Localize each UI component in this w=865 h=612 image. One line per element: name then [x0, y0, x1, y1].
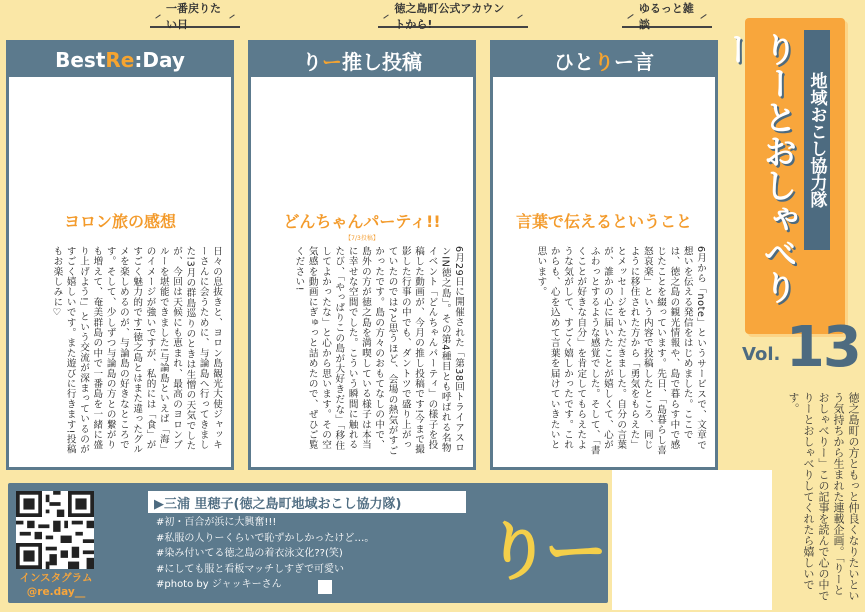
heading-text-rest: ー言 [614, 49, 654, 74]
instagram-label: インスタグラム [19, 572, 93, 584]
column-subtitle: ヨロン旅の感想 [63, 212, 176, 231]
hashtag-item: #にしても服と看板マッチしすぎで可愛い [156, 563, 344, 575]
instagram-qr-code[interactable] [16, 491, 94, 569]
vol-number: 13 [785, 315, 860, 380]
series-subtitle: 地域おこし協力隊 [804, 30, 830, 250]
column-body: 6月29日に開催された「第38回トライアスロンIN徳之島」。その第4種目とも呼ばれる名物イベント「どんちゃんパーティ」の様子を投稿した動画が、今月の推し投稿です!今まで撮影した行事の中でも、ダントツで盛り上がっていたのでは?と思うほど、会場の熱気がすごかったです。島の方々のおもてなしの中で、島外の方が徳之島を満喫している様子は本当に幸せな空間でした。こういう瞬間に触れるたび、「やっぱりこの島が大好きだな」「移住してよかったな」と心から思います。その空気感を動画にぎゅっと詰めたので、ぜひご覧ください! [293, 246, 464, 456]
big-ri-logo: りー [486, 516, 602, 590]
vol-text: Vol. [742, 344, 781, 365]
hashtag-item: #photo by ジャッキーさん [156, 579, 282, 590]
instagram-link[interactable] [12, 571, 100, 599]
heading-text-rest: 推し投稿 [342, 49, 422, 74]
column-heading [493, 43, 715, 77]
tag-casual-talk [622, 2, 712, 31]
hashtag-list [156, 515, 476, 593]
heading-text: Best [55, 48, 106, 72]
tag-text: 徳之島町公式アカウントから! [394, 2, 505, 31]
series-description: 徳之島町の方ともっと仲良くなりたいという気持ちから生まれた連載企画。「りーとおしゃべりー」この記事を読んで心の中でりーとおしゃべりしてくれたら嬉しいです。 [787, 392, 860, 601]
event-date-label: 【7/3投稿】 [345, 235, 379, 242]
column-best-reday [6, 40, 234, 470]
heading-highlight: り [594, 49, 614, 74]
heading-text: ひと [554, 49, 594, 74]
column-heading [9, 43, 231, 77]
photo-placeholder [612, 470, 772, 610]
column-subtitle: どんちゃんパーティ!! [283, 212, 441, 231]
instagram-handle: @re.day__ [26, 586, 86, 598]
tag-best-day [150, 2, 240, 31]
column-body: 日々の息抜きと、ヨロン島観光大使ジャッキーさんに会うために、与論島へ行ってきました!3月の群島巡りのときは生憎の天気でしたが、今回は天候にも恵まれ、最高のヨロンブルーを堪能できました!与論島といえば「海」のイメージが強いですが、私的には「食」がすごく魅力的です!徳之島とはまた違ったグルメを楽しめるのが、与論島の好きなところです。そして、少しずつ与論島の方との繋がりも増えて、奄美群島の中で一番島を一緒に盛り上げよう!」という交流が深まっているのがすごく嬉しいです。また遊びに行きます!投稿もお楽しみに♡ [51, 246, 222, 455]
heading-highlight: ー [322, 49, 342, 74]
profile-panel [8, 483, 608, 603]
series-title-box [715, 18, 845, 334]
heading-text: り [302, 49, 322, 74]
hashtag-item: #染み付いてる徳之島の着衣泳文化??(笑) [156, 548, 343, 559]
tag-official-account [378, 2, 528, 31]
column-heading [251, 43, 473, 77]
hashtag-item: #私服の人りーくらいで恥ずかしかったけど…。 [156, 532, 375, 544]
volume-label [742, 315, 860, 380]
heading-text-rest: :Day [134, 48, 185, 72]
hashtag-item: #初・百合が浜に大興奮!!! [156, 517, 277, 528]
tag-text: 一番戻りたい日 [166, 2, 222, 31]
series-title: りーとおしゃべりー [715, 32, 797, 304]
photo-credit-mark [318, 580, 332, 594]
column-one-word [490, 40, 718, 470]
column-body: 6月から「note」というサービスで、文章で想いを伝える発信をはじめました。ここでは、徳之島の観光情報や、島で暮らす中で感じたことを綴っています。先日、「島暮らし喜怒哀楽」という内容で投稿したところ、同じように移住された方から「勇気をもらえた」とメッセージをいただきました。自分の言葉が、誰かの心に届いたことが嬉しくて、心がふわっとするような感覚でした。そして、「書くことが好きな自分」を肯定してもらえたような気がして、すごく嬉しかったです。これからも、心を込めて言葉を届けていきたいと思います。 [535, 246, 706, 456]
tag-text: ゆるっと雑談 [638, 2, 694, 31]
column-recommended-post [248, 40, 476, 470]
heading-highlight: Re [105, 48, 135, 72]
column-subtitle: 言葉で伝えるということ [515, 212, 692, 231]
author-name: ▶三浦 里穂子(徳之島町地域おこし協力隊) [148, 491, 466, 513]
